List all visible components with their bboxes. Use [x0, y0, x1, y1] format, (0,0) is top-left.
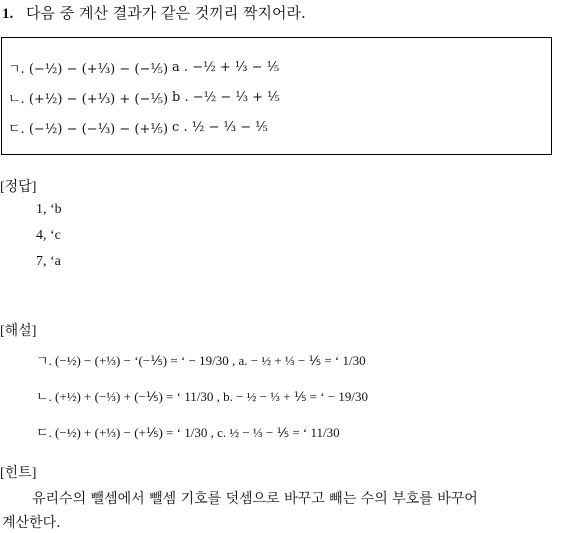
box-row-1-left: ㄱ. (−½) − (+⅓) − (−⅕) [8, 62, 169, 77]
answer-item-3: 7, ‘a [36, 254, 61, 269]
question-number: 1. [2, 6, 14, 22]
box-row-3-left: ㄷ. (−½) − (−⅓) − (+⅕) [8, 122, 169, 137]
answer-item-1: 1, ‘b [36, 202, 62, 217]
hint-text-line-2: 계산한다. [2, 515, 61, 531]
box-row-1 [8, 58, 283, 77]
box-row-2-right: b . −½ − ⅓ + ⅕ [172, 90, 280, 105]
box-row-2-left: ㄴ. (+½) − (+⅓) + (−⅕) [8, 92, 169, 107]
explanation-line-1: ㄱ. (−½) − (+⅓) − ‘(−⅕) = ‘ − 19/30 , a. − ½ + ⅓ − ⅕ = ‘ 1/30 [36, 353, 366, 368]
question-text: 다음 중 계산 결과가 같은 것끼리 짝지어라. [26, 4, 306, 22]
question-line [2, 2, 306, 23]
explanation-title: [해설] [0, 324, 37, 339]
hint-title: [힌트] [0, 466, 37, 481]
box-row-3-right: c . ½ − ⅓ − ⅕ [172, 120, 268, 135]
answer-title: [정답] [0, 180, 37, 195]
hint-text-line-1: 유리수의 뺄셈에서 뺄셈 기호를 덧셈으로 바꾸고 빼는 수의 부호를 바꾸어 [32, 491, 478, 507]
explanation-line-3: ㄷ. (−½) + (+⅓) − (+⅕) = ‘ 1/30 , c. ½ − ⅓ − ⅕ = ‘ 11/30 [36, 425, 340, 440]
problem-box [1, 37, 552, 155]
box-row-3 [8, 118, 272, 137]
box-row-1-right: a . −½ + ⅓ − ⅕ [172, 60, 280, 75]
answer-item-2: 4, ‘c [36, 228, 61, 243]
explanation-line-2: ㄴ. (+½) + (−⅓) + (−⅕) = ‘ 11/30 , b. − ½ − ⅓ + ⅕ = ‘ − 19/30 [36, 389, 369, 404]
box-row-2 [8, 88, 284, 107]
